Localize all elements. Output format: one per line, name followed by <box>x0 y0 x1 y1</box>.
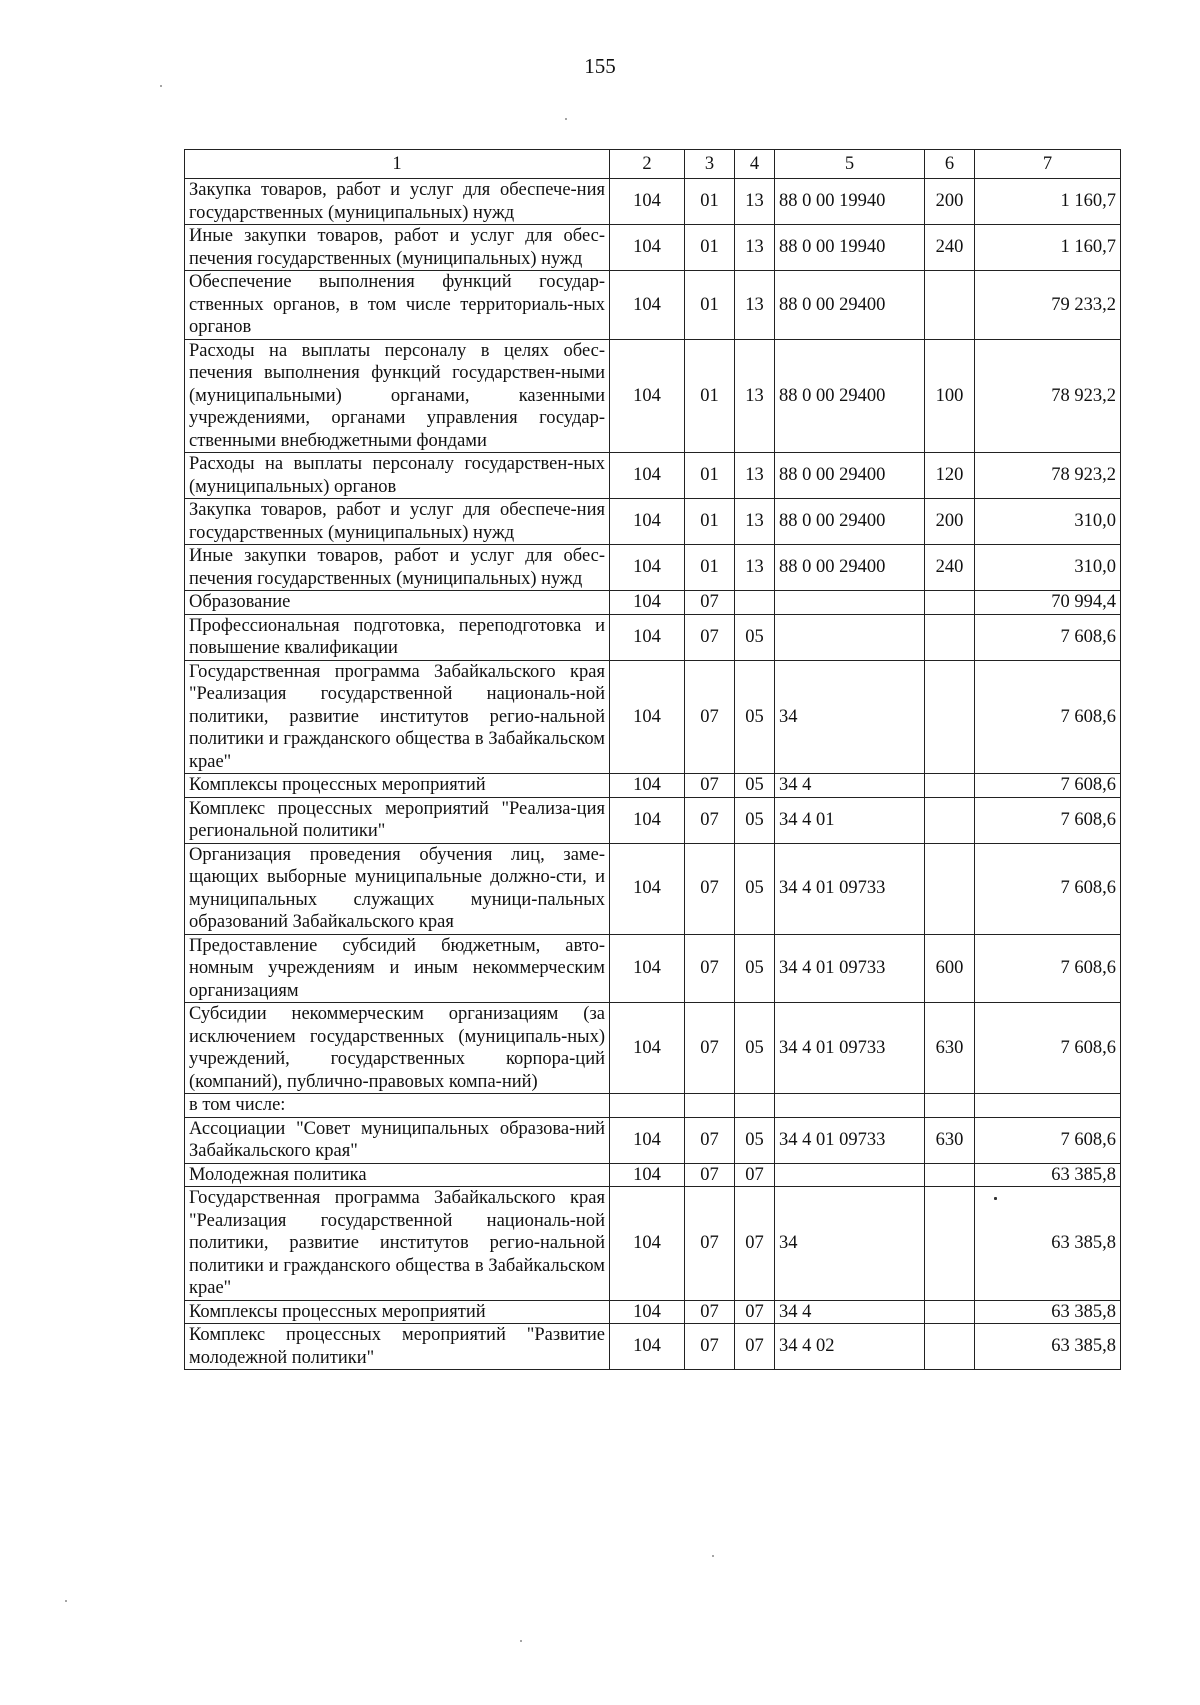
target-article-cell: 34 4 01 09733 <box>775 1117 925 1163</box>
section-code-cell: 07 <box>685 1187 735 1301</box>
target-article-cell: 88 0 00 19940 <box>775 179 925 225</box>
target-article-cell: 88 0 00 19940 <box>775 225 925 271</box>
target-article-cell: 88 0 00 29400 <box>775 545 925 591</box>
section-code-cell: 01 <box>685 545 735 591</box>
row-name-cell: Комплексы процессных мероприятий <box>185 1300 610 1324</box>
target-article-cell: 88 0 00 29400 <box>775 339 925 453</box>
expense-type-cell <box>925 1094 975 1118</box>
section-code-cell: 07 <box>685 843 735 934</box>
amount-cell: 7 608,6 <box>975 1117 1121 1163</box>
subsection-code-cell: 05 <box>735 1003 775 1094</box>
subsection-code-cell: 13 <box>735 453 775 499</box>
target-article-cell: 34 4 <box>775 1300 925 1324</box>
expense-type-cell <box>925 271 975 340</box>
row-name-cell: Молодежная политика <box>185 1163 610 1187</box>
ministry-code-cell: 104 <box>610 797 685 843</box>
amount-cell: 63 385,8 <box>975 1324 1121 1370</box>
subsection-code-cell: 07 <box>735 1300 775 1324</box>
subsection-code-cell: 07 <box>735 1163 775 1187</box>
subsection-code-cell: 07 <box>735 1187 775 1301</box>
target-article-cell: 34 <box>775 660 925 774</box>
table-row <box>185 1003 1121 1094</box>
expense-type-cell <box>925 1324 975 1370</box>
column-header-section: 3 <box>685 150 735 179</box>
ministry-code-cell: 104 <box>610 614 685 660</box>
table-row <box>185 591 1121 615</box>
amount-cell: 63 385,8 <box>975 1300 1121 1324</box>
row-name-cell: Иные закупки товаров, работ и услуг для обес-печения государственных (муниципальных) нужд <box>185 225 610 271</box>
expense-type-cell: 200 <box>925 179 975 225</box>
row-name-cell: Иные закупки товаров, работ и услуг для обес-печения государственных (муниципальных) нужд <box>185 545 610 591</box>
table-body <box>185 179 1121 1370</box>
row-name-cell: Ассоциации "Совет муниципальных образова-ний Забайкальского края" <box>185 1117 610 1163</box>
page-number: 155 <box>584 54 616 78</box>
expense-type-cell: 100 <box>925 339 975 453</box>
subsection-code-cell: 05 <box>735 774 775 798</box>
expense-type-cell <box>925 1187 975 1301</box>
row-name-cell: Закупка товаров, работ и услуг для обеспече-ния государственных (муниципальных) нужд <box>185 499 610 545</box>
section-code-cell: 07 <box>685 660 735 774</box>
subsection-code-cell: 07 <box>735 1324 775 1370</box>
expense-type-cell <box>925 1300 975 1324</box>
section-code-cell: 01 <box>685 271 735 340</box>
scan-speck <box>565 118 567 120</box>
column-header-ministry: 2 <box>610 150 685 179</box>
row-name-cell: Образование <box>185 591 610 615</box>
amount-cell: 310,0 <box>975 545 1121 591</box>
expense-type-cell: 600 <box>925 934 975 1003</box>
amount-cell: 1 160,7 <box>975 179 1121 225</box>
row-name-cell: Закупка товаров, работ и услуг для обеспече-ния государственных (муниципальных) нужд <box>185 179 610 225</box>
target-article-cell <box>775 1094 925 1118</box>
subsection-code-cell: 13 <box>735 179 775 225</box>
ministry-code-cell: 104 <box>610 1300 685 1324</box>
section-code-cell: 01 <box>685 339 735 453</box>
section-code-cell: 07 <box>685 1003 735 1094</box>
amount-cell: 63 385,8 <box>975 1187 1121 1301</box>
target-article-cell: 34 4 01 09733 <box>775 843 925 934</box>
section-code-cell: 07 <box>685 1324 735 1370</box>
expense-type-cell <box>925 774 975 798</box>
subsection-code-cell: 05 <box>735 614 775 660</box>
row-name-cell: Расходы на выплаты персоналу в целях обес-печения выполнения функций государствен-ными (муниципальными) органами, казенными учреждениями, органами управления государ-ственными внебюджетными фондами <box>185 339 610 453</box>
section-code-cell <box>685 1094 735 1118</box>
amount-cell: 79 233,2 <box>975 271 1121 340</box>
row-name-cell: Организация проведения обучения лиц, заме-щающих выборные муниципальные должно-сти, и муниципальных служащих муници-пальных образований Забайкальского края <box>185 843 610 934</box>
amount-cell: 7 608,6 <box>975 1003 1121 1094</box>
table-row <box>185 660 1121 774</box>
table-row <box>185 545 1121 591</box>
subsection-code-cell: 05 <box>735 934 775 1003</box>
ministry-code-cell: 104 <box>610 934 685 1003</box>
row-name-cell: Комплекс процессных мероприятий "Развитие молодежной политики" <box>185 1324 610 1370</box>
row-name-cell: в том числе: <box>185 1094 610 1118</box>
expense-type-cell <box>925 797 975 843</box>
target-article-cell <box>775 591 925 615</box>
expense-type-cell: 240 <box>925 225 975 271</box>
amount-cell: 63 385,8 <box>975 1163 1121 1187</box>
column-header-amount: 7 <box>975 150 1121 179</box>
table-row <box>185 179 1121 225</box>
expense-type-cell <box>925 660 975 774</box>
ministry-code-cell: 104 <box>610 499 685 545</box>
expense-type-cell: 200 <box>925 499 975 545</box>
ministry-code-cell: 104 <box>610 179 685 225</box>
table-row <box>185 339 1121 453</box>
row-name-cell: Обеспечение выполнения функций государ-ственных органов, в том числе территориаль-ных органов <box>185 271 610 340</box>
ministry-code-cell: 104 <box>610 1163 685 1187</box>
expense-type-cell: 630 <box>925 1117 975 1163</box>
scan-speck <box>65 1600 67 1602</box>
section-code-cell: 07 <box>685 774 735 798</box>
expense-type-cell <box>925 843 975 934</box>
table-row <box>185 271 1121 340</box>
table-row <box>185 1324 1121 1370</box>
subsection-code-cell: 13 <box>735 499 775 545</box>
table-row <box>185 1163 1121 1187</box>
target-article-cell: 34 4 01 09733 <box>775 1003 925 1094</box>
row-name-cell: Государственная программа Забайкальского края "Реализация государственной националь-ной политики, развитие институтов регио-нальной политики и гражданского общества в Забайкальском крае" <box>185 1187 610 1301</box>
table-row <box>185 1117 1121 1163</box>
section-code-cell: 07 <box>685 1300 735 1324</box>
target-article-cell: 34 <box>775 1187 925 1301</box>
subsection-code-cell: 13 <box>735 339 775 453</box>
column-header-name: 1 <box>185 150 610 179</box>
budget-table <box>184 149 1121 1370</box>
expense-type-cell <box>925 591 975 615</box>
section-code-cell: 01 <box>685 225 735 271</box>
section-code-cell: 07 <box>685 797 735 843</box>
expense-type-cell: 120 <box>925 453 975 499</box>
table-row <box>185 1187 1121 1301</box>
ministry-code-cell <box>610 1094 685 1118</box>
column-header-subsection: 4 <box>735 150 775 179</box>
ministry-code-cell: 104 <box>610 1117 685 1163</box>
section-code-cell: 07 <box>685 614 735 660</box>
column-header-target-article: 5 <box>775 150 925 179</box>
table-row <box>185 453 1121 499</box>
table-row <box>185 1094 1121 1118</box>
subsection-code-cell: 05 <box>735 1117 775 1163</box>
ministry-code-cell: 104 <box>610 271 685 340</box>
target-article-cell: 88 0 00 29400 <box>775 453 925 499</box>
ministry-code-cell: 104 <box>610 545 685 591</box>
subsection-code-cell: 05 <box>735 797 775 843</box>
column-header-expense-type: 6 <box>925 150 975 179</box>
amount-cell: 7 608,6 <box>975 614 1121 660</box>
section-code-cell: 07 <box>685 1117 735 1163</box>
ministry-code-cell: 104 <box>610 591 685 615</box>
section-code-cell: 07 <box>685 1163 735 1187</box>
target-article-cell: 88 0 00 29400 <box>775 499 925 545</box>
row-name-cell: Профессиональная подготовка, переподготовка и повышение квалификации <box>185 614 610 660</box>
target-article-cell: 34 4 01 <box>775 797 925 843</box>
ministry-code-cell: 104 <box>610 1324 685 1370</box>
subsection-code-cell: 13 <box>735 545 775 591</box>
amount-cell: 7 608,6 <box>975 843 1121 934</box>
section-code-cell: 07 <box>685 591 735 615</box>
target-article-cell: 34 4 02 <box>775 1324 925 1370</box>
row-name-cell: Комплексы процессных мероприятий <box>185 774 610 798</box>
table-row <box>185 774 1121 798</box>
amount-cell: 7 608,6 <box>975 660 1121 774</box>
row-name-cell: Предоставление субсидий бюджетным, авто-номным учреждениям и иным некоммерческим организациям <box>185 934 610 1003</box>
target-article-cell: 34 4 <box>775 774 925 798</box>
table-row <box>185 843 1121 934</box>
subsection-code-cell: 05 <box>735 660 775 774</box>
expense-type-cell <box>925 614 975 660</box>
amount-cell: 310,0 <box>975 499 1121 545</box>
scan-speck <box>712 1555 714 1557</box>
target-article-cell: 34 4 01 09733 <box>775 934 925 1003</box>
table-row <box>185 614 1121 660</box>
amount-cell: 78 923,2 <box>975 339 1121 453</box>
ministry-code-cell: 104 <box>610 1003 685 1094</box>
ministry-code-cell: 104 <box>610 843 685 934</box>
amount-cell: 7 608,6 <box>975 797 1121 843</box>
ministry-code-cell: 104 <box>610 774 685 798</box>
expense-type-cell <box>925 1163 975 1187</box>
section-code-cell: 07 <box>685 934 735 1003</box>
table-row <box>185 1300 1121 1324</box>
ministry-code-cell: 104 <box>610 225 685 271</box>
target-article-cell <box>775 1163 925 1187</box>
ministry-code-cell: 104 <box>610 660 685 774</box>
subsection-code-cell: 05 <box>735 843 775 934</box>
subsection-code-cell: 13 <box>735 225 775 271</box>
ministry-code-cell: 104 <box>610 339 685 453</box>
row-name-cell: Субсидии некоммерческим организациям (за исключением государственных (муниципаль-ных) учреждений, государственных корпора-ций (компаний), публично-правовых компа-ний) <box>185 1003 610 1094</box>
amount-cell: 78 923,2 <box>975 453 1121 499</box>
target-article-cell: 88 0 00 29400 <box>775 271 925 340</box>
subsection-code-cell <box>735 1094 775 1118</box>
subsection-code-cell: 13 <box>735 271 775 340</box>
section-code-cell: 01 <box>685 499 735 545</box>
row-name-cell: Комплекс процессных мероприятий "Реализа-ция региональной политики" <box>185 797 610 843</box>
amount-cell <box>975 1094 1121 1118</box>
row-name-cell: Государственная программа Забайкальского края "Реализация государственной националь-ной политики, развитие институтов регио-нальной политики и гражданского общества в Забайкальском крае" <box>185 660 610 774</box>
table-header-row <box>185 150 1121 179</box>
section-code-cell: 01 <box>685 453 735 499</box>
amount-cell: 7 608,6 <box>975 934 1121 1003</box>
ministry-code-cell: 104 <box>610 453 685 499</box>
row-name-cell: Расходы на выплаты персоналу государствен-ных (муниципальных) органов <box>185 453 610 499</box>
ministry-code-cell: 104 <box>610 1187 685 1301</box>
amount-cell: 70 994,4 <box>975 591 1121 615</box>
scan-speck <box>520 1640 522 1642</box>
scan-speck <box>994 1197 997 1200</box>
subsection-code-cell <box>735 591 775 615</box>
table-row <box>185 225 1121 271</box>
table-row <box>185 934 1121 1003</box>
section-code-cell: 01 <box>685 179 735 225</box>
amount-cell: 7 608,6 <box>975 774 1121 798</box>
scan-speck <box>160 85 162 87</box>
table-row <box>185 797 1121 843</box>
amount-cell: 1 160,7 <box>975 225 1121 271</box>
target-article-cell <box>775 614 925 660</box>
table-row <box>185 499 1121 545</box>
expense-type-cell: 630 <box>925 1003 975 1094</box>
expense-type-cell: 240 <box>925 545 975 591</box>
